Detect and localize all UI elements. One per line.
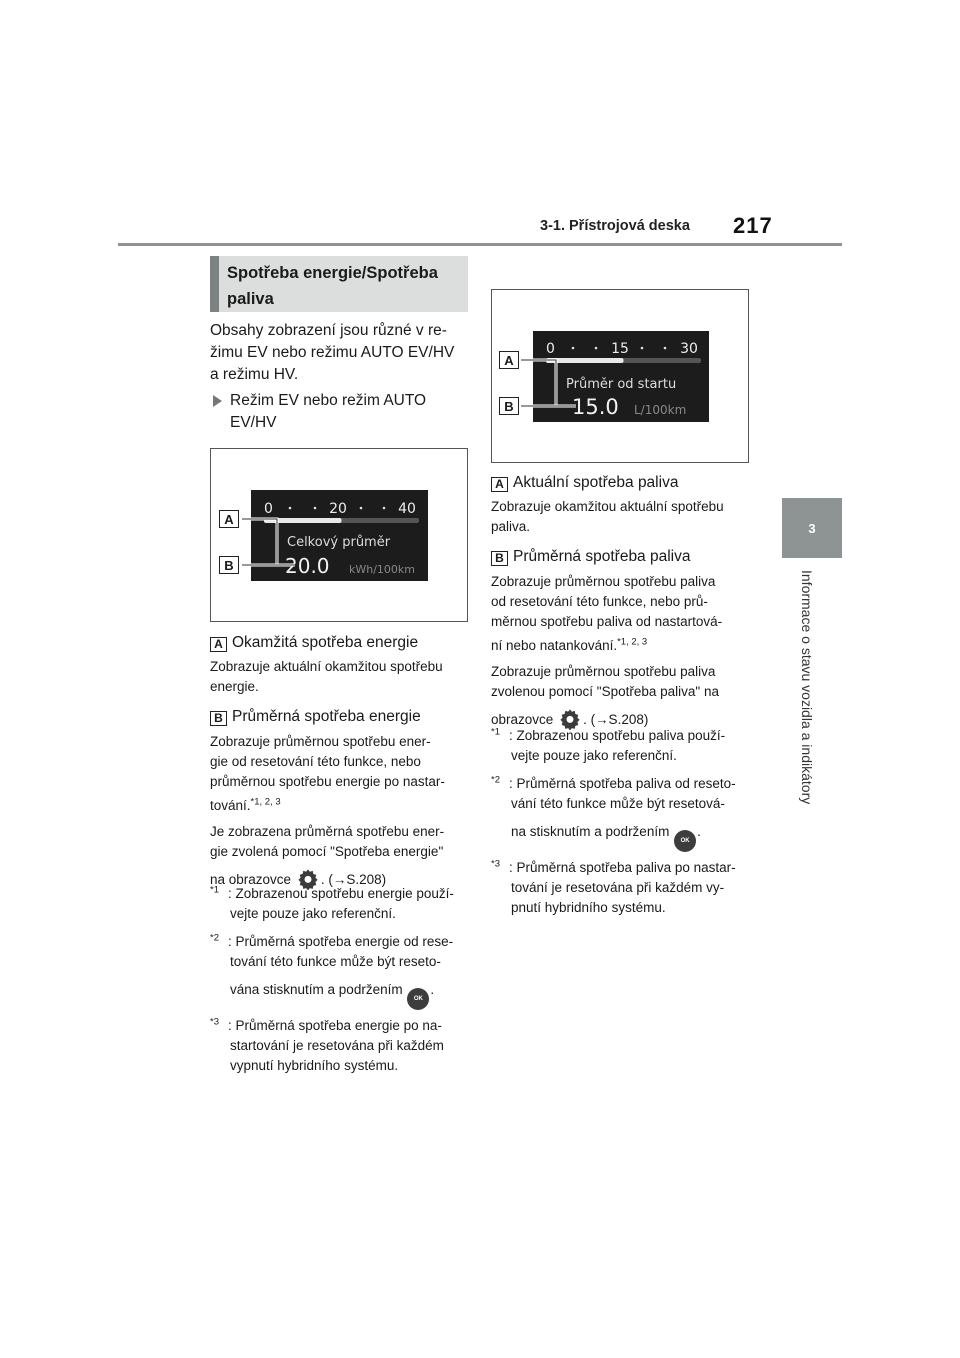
header-title: 3-1. Přístrojová deska (540, 218, 690, 234)
ev-display-label: Celkový průměr (287, 535, 391, 550)
ev-item-b-title: Průměrná spotřeba energie (232, 708, 421, 725)
header-rule (118, 243, 842, 246)
chapter-title: Informace o stavu vozidla a indikátory (799, 570, 815, 805)
section-heading (210, 256, 468, 312)
hv-scale-0: 0 (546, 341, 555, 357)
ev-refs: *1, 2, 3 (250, 796, 281, 808)
page-number: 217 (733, 213, 773, 238)
ev-badge-b: B (210, 711, 227, 726)
hv-badge-b: B (491, 551, 508, 566)
hv-scale-mid: 15 (611, 341, 629, 357)
ev-callout-b: B (219, 556, 239, 574)
hv-display-figure (491, 289, 749, 463)
hv-badge-a: A (491, 477, 508, 492)
ev-display-figure (210, 448, 468, 622)
hv-refs: *1, 2, 3 (617, 636, 648, 648)
ev-display-illustration (211, 449, 469, 623)
hv-item-a-title: Aktuální spotřeba paliva (513, 474, 679, 491)
chapter-tab: 3 (782, 498, 842, 558)
ok-button-icon: OK (674, 830, 696, 852)
hv-display-illustration (492, 290, 750, 464)
ev-footnotes: $^{*1}$ : Zobrazenou spotřebu energie použí- vejte pouze jako referenční. $^{*2}$ : Průměrná spotřeba energie od rese- tování této funkce může být reseto- vána stisknutím a podržením OK. $^{*3}$ : Průměrná spotřeba energie po na- startování je resetována při každém vypnutí hybridního systému. (210, 884, 454, 1073)
hv-callout-a: A (499, 351, 519, 369)
ev-callout-a: A (219, 510, 239, 528)
hv-display-value: 15.0 (572, 395, 619, 419)
bullet-ev-mode: Režim EV nebo režim AUTO EV/HV (210, 390, 472, 434)
ev-scale-mid: 20 (329, 501, 347, 517)
hv-item-a: A Aktuální spotřeba paliva Zobrazuje okamžitou aktuální spotřebu paliva. (491, 474, 724, 534)
intro-text: Obsahy zobrazení jsou různé v re- žimu EV nebo režimu AUTO EV/HV a režimu HV. (210, 322, 455, 383)
hv-bar-fill (546, 358, 624, 363)
section-heading-line1: Spotřeba energie/Spotřeba (227, 264, 438, 282)
hv-scale-max: 30 (680, 341, 698, 357)
ev-scale-max: 40 (398, 501, 416, 517)
ev-display-value: 20.0 (285, 554, 330, 578)
ev-scale-0: 0 (264, 501, 273, 517)
hv-footnotes: $^{*1}$ : Zobrazenou spotřebu paliva použí- vejte pouze jako referenční. $^{*2}$ : Průměrná spotřeba paliva od reseto- vání této funkce může být resetová- na stisknutím a podržením OK. $^{*3}$ : Průměrná spotřeba paliva po nastar- tování je resetována při každém vy- pnutí hybridního systému. (491, 726, 736, 915)
hv-display-label: Průměr od startu (566, 377, 677, 392)
hv-callout-b: B (499, 397, 519, 415)
ev-item-a-title: Okamžitá spotřeba energie (232, 634, 419, 651)
hv-item-b: B Průměrná spotřeba paliva Zobrazuje průměrnou spotřebu paliva od resetování této funkce, nebo prů- měrnou spotřebu paliva od nastartová- ní nebo natankování.$^{*1, 2, 3}$ Zobrazuje průměrnou spotřebu paliva zvolenou pomocí "Spotřeba paliva" na obrazovce . (→S.208) (491, 546, 753, 730)
hv-display-unit: L/100km (634, 403, 687, 417)
section-heading-line2: paliva (227, 290, 274, 308)
ok-button-icon: OK (407, 988, 429, 1010)
ev-item-a: A Okamžitá spotřeba energie Zobrazuje aktuální okamžitou spotřebu energie. (210, 634, 443, 694)
ev-badge-a: A (210, 637, 227, 652)
ev-item-b: B Průměrná spotřeba energie Zobrazuje průměrnou spotřebu ener- gie od resetování této funkce, nebo průměrnou spotřebu energie po nastar- tování.$^{*1, 2, 3}$ Je zobrazena průměrná spotřebu ener- gie zvolená pomocí "Spotřeba energie" na obrazovce . (→S.208) (210, 706, 472, 890)
ev-display-unit: kWh/100km (349, 563, 416, 576)
hv-item-b-title: Průměrná spotřeba paliva (513, 548, 691, 565)
